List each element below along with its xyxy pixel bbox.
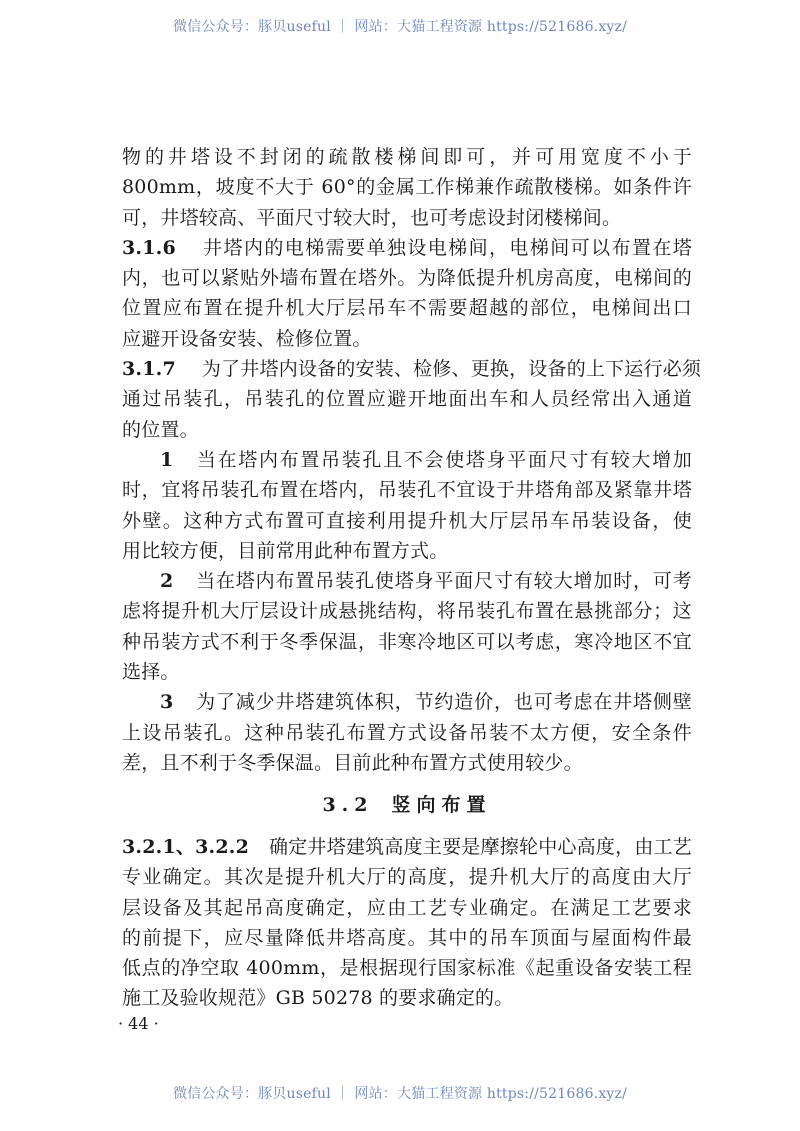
section-body (122, 832, 692, 1014)
item-number: 1 (160, 448, 174, 471)
body-text (122, 142, 702, 778)
item-number: 3 (160, 691, 174, 714)
text-line: 用比较方便，目前常用此种布置方式。 (122, 539, 449, 562)
item-text: 当在塔内布置吊装孔且不会使塔身平面尺寸有较大增加 (195, 448, 692, 471)
item-text: 当在塔内布置吊装孔使塔身平面尺寸有较大增加时，可考 (195, 570, 692, 593)
watermark-header: 微信公众号：豚贝useful ｜ 网站：大猫工程资源 https://521686.xyz/ (172, 19, 628, 35)
text-line: 层设备及其起吊高度确定，应由工艺专业确定。在满足工艺要求 (122, 896, 692, 919)
section-title-text: 竖向布置 (391, 794, 492, 816)
text-line: 的位置。 (122, 418, 199, 441)
section-number: 3.2 (322, 794, 374, 816)
clause-3-2-1-line (122, 832, 692, 862)
section-heading (122, 790, 692, 817)
item-number: 2 (160, 570, 174, 593)
text-line: 虑将提升机大厅层设计成悬挑结构，将吊装孔布置在悬挑部分；这 (122, 600, 692, 623)
text-line: 通过吊装孔，吊装孔的位置应避开地面出车和人员经常出入通道 (122, 388, 692, 411)
clause-number: 3.2.1、3.2.2 (122, 836, 250, 858)
item-2-line (122, 566, 692, 596)
text-line: 可，井塔较高、平面尺寸较大时，也可考虑设封闭楼梯间。 (122, 206, 622, 229)
clause-number: 3.1.7 (122, 358, 176, 381)
item-3-line (122, 687, 692, 717)
item-text: 为了减少井塔建筑体积，节约造价，也可考虑在井塔侧壁 (195, 691, 692, 714)
page-number: · 44 · (118, 1014, 159, 1033)
clause-3-1-6-line (122, 233, 692, 263)
text-line: 低点的净空取 400mm，是根据现行国家标准《起重设备安装工程 (122, 957, 692, 980)
item-1-line (122, 445, 692, 475)
text-line: 应避开设备安装、检修位置。 (122, 327, 372, 350)
text-line: 施工及验收规范》GB 50278 的要求确定的。 (122, 987, 514, 1010)
clause-text: 确定井塔建筑高度主要是摩擦轮中心高度，由工艺 (269, 836, 692, 858)
text-line: 位置应布置在提升机大厅层吊车不需要超越的部位，电梯间出口 (122, 297, 692, 320)
watermark-footer: 微信公众号：豚贝useful ｜ 网站：大猫工程资源 https://521686.xyz/ (172, 1086, 628, 1102)
text-line: 差，且不利于冬季保温。目前此种布置方式使用较少。 (122, 751, 583, 774)
text-line: 选择。 (122, 661, 180, 684)
clause-number: 3.1.6 (122, 236, 176, 259)
text-line: 物的井塔设不封闭的疏散楼梯间即可，并可用宽度不小于 (122, 146, 692, 168)
text-line: 时，宜将吊装孔布置在塔内，吊装孔不宜设于井塔角部及紧靠井塔 (122, 479, 692, 502)
clause-text: 为了井塔内设备的安装、检修、更换，设备的上下运行必须 (201, 358, 702, 381)
text-line: 专业确定。其次是提升机大厅的高度，提升机大厅的高度由大厅 (122, 866, 692, 889)
text-line: 的前提下，应尽量降低井塔高度。其中的吊车顶面与屋面构件最 (122, 926, 692, 949)
text-line: 种吊装方式不利于冬季保温，非寒冷地区可以考虑，寒冷地区不宜 (122, 630, 692, 653)
text-line: 800mm，坡度不大于 60°的金属工作梯兼作疏散楼梯。如条件许 (122, 176, 692, 199)
clause-3-1-7-line (122, 354, 702, 384)
text-line: 上设吊装孔。这种吊装孔布置方式设备吊装不太方便，安全条件 (122, 721, 692, 744)
clause-text: 井塔内的电梯需要单独设电梯间，电梯间可以布置在塔 (201, 236, 692, 259)
text-line: 内，也可以紧贴外墙布置在塔外。为降低提升机房高度，电梯间的 (122, 267, 692, 290)
text-line: 外壁。这种方式布置可直接利用提升机大厅层吊车吊装设备，使 (122, 509, 692, 532)
